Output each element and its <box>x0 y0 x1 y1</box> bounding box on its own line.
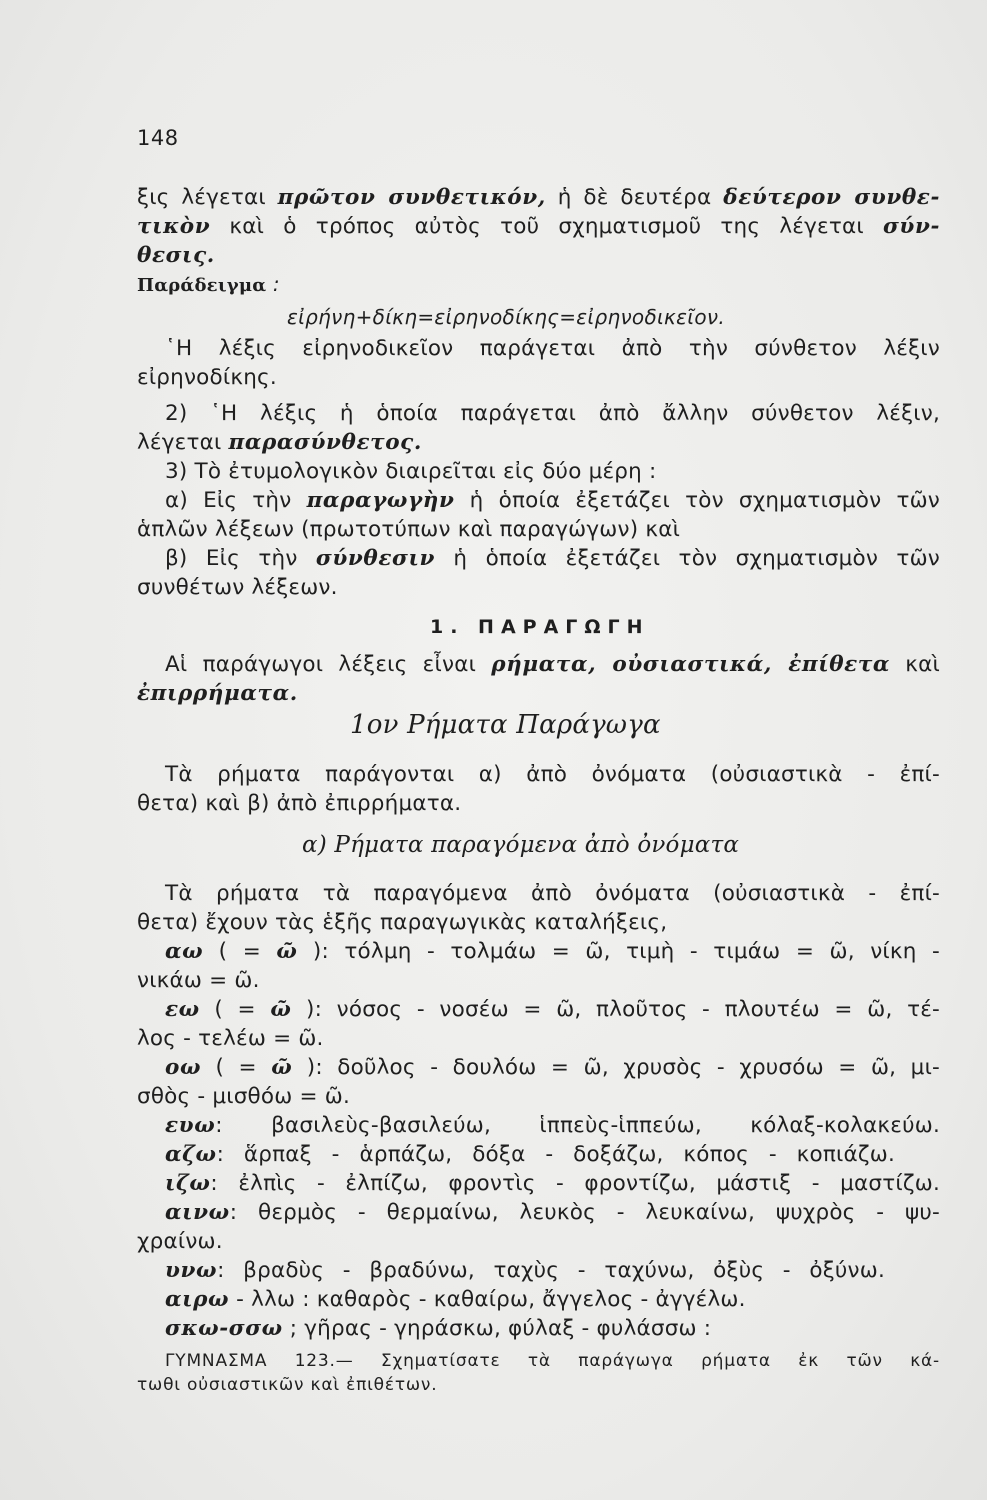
text-line: λέγεται παρασύνθετος. <box>137 430 422 455</box>
text-line: Τὰ ρήματα παράγονται α) ἀπὸ ὀνόματα (οὐσιαστικὰ - ἐπί- <box>165 762 940 787</box>
text-line: α) Εἰς τὴν παραγωγὴν ἡ ὁποία ἐξετάζει τὸν σχηματισμὸν τῶν <box>165 488 941 513</box>
example-label: Παράδειγμα : <box>137 272 280 296</box>
text-line: αιρω - λλω : καθαρὸς - καθαίρω, ἄγγελος - ἀγγέλω. <box>165 1287 746 1312</box>
text-line: ῾Η λέξις εἰρηνοδικεῖον παράγεται ἀπὸ τὴν σύνθετον λέξιν <box>165 336 940 361</box>
text-line: θετα) καὶ β) ἀπὸ ἐπιρρήματα. <box>137 791 462 816</box>
text-line: 2) ῾Η λέξις ἡ ὁποία παράγεται ἀπὸ ἄλλην σύνθετον λέξιν, <box>165 401 940 426</box>
text-line: Αἱ παράγωγοι λέξεις εἶναι ρήματα, οὐσιαστικά, ἐπίθετα καὶ <box>165 652 940 677</box>
text-line: συνθέτων λέξεων. <box>137 575 338 600</box>
text-line: Τὰ ρήματα τὰ παραγόμενα ἀπὸ ὀνόματα (οὐσιαστικὰ - ἐπί- <box>165 881 940 906</box>
exercise-line: τωθι οὐσιαστικῶν καὶ ἐπιθέτων. <box>137 1375 438 1395</box>
text-line: 3) Τὸ ἐτυμολογικὸν διαιρεῖται εἰς δύο μέρη : <box>165 459 657 484</box>
page-number: 148 <box>137 126 179 150</box>
subsection-heading: α) Ρήματα παραγόμενα ἀπὸ ὀνόματα <box>302 832 740 858</box>
example-formula: εἰρήνη+δίκη=εἰρηνοδίκης=εἰρηνοδικεῖον. <box>287 305 725 329</box>
text-line: οω ( = ῶ ): δοῦλος - δουλόω = ῶ, χρυσὸς - χρυσόω = ῶ, μι- <box>165 1055 940 1080</box>
text-line: β) Εἰς τὴν σύνθεσιν ἡ ὁποία ἐξετάζει τὸν σχηματισμὸν τῶν <box>165 546 940 571</box>
text-line: χραίνω. <box>137 1229 223 1254</box>
text-line: ἐπιρρήματα. <box>137 681 298 706</box>
text-line: ευω: βασιλεὺς-βασιλεύω, ἱππεὺς-ἱππεύω, κόλαξ-κολακεύω. <box>165 1113 940 1138</box>
text-line: θεσις. <box>137 243 215 268</box>
text-line: αω ( = ῶ ): τόλμη - τολμάω = ῶ, τιμὴ - τιμάω = ῶ, νίκη - <box>165 939 940 964</box>
text-line: θετα) ἔχουν τὰς ἑξῆς παραγωγικὰς καταλήξεις, <box>137 910 668 935</box>
text-line: νικάω = ῶ. <box>137 968 260 993</box>
text-line: εἰρηνοδίκης. <box>137 365 277 390</box>
text-line: λος - τελέω = ῶ. <box>137 1026 324 1051</box>
text-line: ιζω: ἐλπὶς - ἐλπίζω, φροντὶς - φροντίζω, μάστιξ - μαστίζω. <box>165 1171 940 1196</box>
text-line: ξις λέγεται πρῶτον συνθετικόν, ἡ δὲ δευτέρα δεύτερον συνθε- <box>137 185 940 210</box>
text-line: εω ( = ῶ ): νόσος - νοσέω = ῶ, πλοῦτος - πλουτέω = ῶ, τέ- <box>165 997 941 1022</box>
text-line: σκω-σσω ; γῆρας - γηράσκω, φύλαξ - φυλάσσω : <box>165 1316 712 1341</box>
text-line: τικὸν καὶ ὁ τρόπος αὐτὸς τοῦ σχηματισμοῦ της λέγεται σύν- <box>137 214 940 239</box>
exercise-line: ΓΥΜΝΑΣΜΑ 123.— Σχηματίσατε τὰ παράγωγα ρήματα ἐκ τῶν κά- <box>165 1351 940 1371</box>
subsection-heading: 1ον Ρήματα Παράγωγα <box>350 710 661 740</box>
text-line: αινω: θερμὸς - θερμαίνω, λευκὸς - λευκαίνω, ψυχρὸς - ψυ- <box>165 1200 940 1225</box>
text-line: αζω: ἅρπαξ - ἁρπάζω, δόξα - δοξάζω, κόπος - κοπιάζω. <box>165 1142 895 1167</box>
section-heading: 1. ΠΑΡΑΓΩΓΗ <box>430 616 650 638</box>
text-line: ἁπλῶν λέξεων (πρωτοτύπων καὶ παραγώγων) καὶ <box>137 517 681 542</box>
text-line: σθὸς - μισθόω = ῶ. <box>137 1084 350 1109</box>
text-line: υνω: βραδὺς - βραδύνω, ταχὺς - ταχύνω, ὀξὺς - ὀξύνω. <box>165 1258 885 1283</box>
